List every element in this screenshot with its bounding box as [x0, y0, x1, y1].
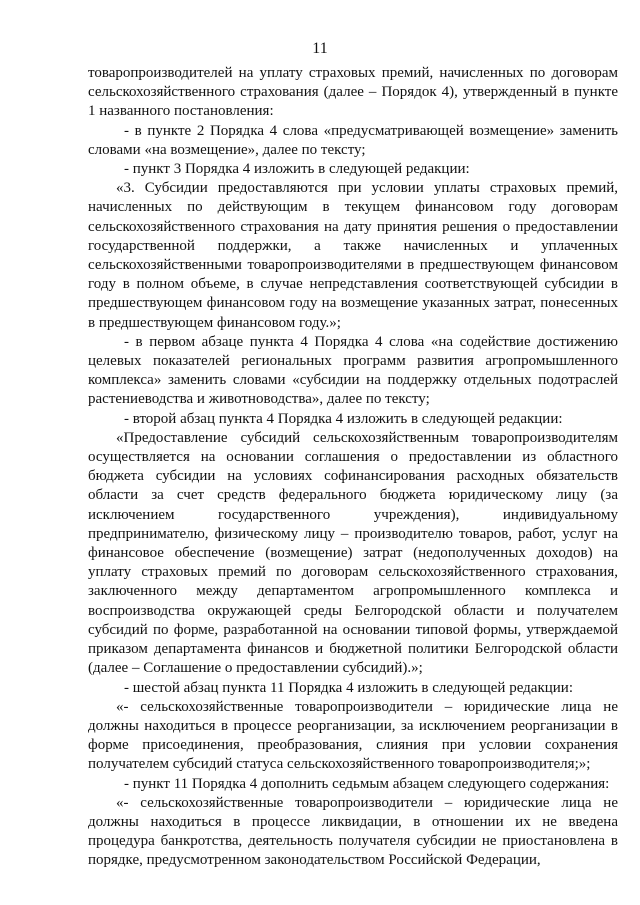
- paragraph-item-4-first: - в первом абзаце пункта 4 Порядка 4 слова «на содействие достижению целевых показателей региональных программ развития агропромышленного комплекса» заменить словами «субсидии на поддержку отдельных подотраслей растениеводства и животноводства», далее по тексту;: [88, 333, 618, 408]
- paragraph-item-3-heading: - пункт 3 Порядка 4 изложить в следующей редакции:: [124, 161, 470, 178]
- paragraph-quote-4: «Предоставление субсидий сельскохозяйственным товаропроизводителям осуществляется на основании соглашения о предоставлении из областного бюджета субсидии на условиях софинансирования расходных обязательств области за счет средств федерального бюджета юридическому лицу (за исключением государственного учреждения), индивидуальному предпринимателю, физическому лицу – производителю товаров, работ, услуг на финансовое обеспечение (возмещение) затрат (недополученных доходов) на уплату страховых премий по договорам сельскохозяйственного страхования, заключенного между департаментом агропромышленного комплекса и воспроизводства окружающей среды Белгородской области и получателем субсидий по форме, разработанной на основании типовой формы, утверждаемой приказом департамента финансов и бюджетной политики Белгородской области (далее – Соглашение о предоставлении субсидий).»;: [88, 429, 618, 677]
- paragraph-quote-11-seventh: «- сельскохозяйственные товаропроизводители – юридические лица не должны находиться в процессе ликвидации, в отношении их не введена процедура банкротства, деятельность получателя субсидии не приостановлена в порядке, предусмотренном законодательством Российской Федерации,: [88, 794, 618, 869]
- paragraph-item-11-sixth-heading: - шестой абзац пункта 11 Порядка 4 изложить в следующей редакции:: [124, 679, 573, 696]
- paragraph-quote-11-sixth: «- сельскохозяйственные товаропроизводители – юридические лица не должны находиться в процессе реорганизации, за исключением реорганизации в форме присоединения, преобразования, слияния при условии сохранения получателем субсидий статуса сельскохозяйственного товаропроизводителя;»;: [88, 698, 618, 773]
- paragraph-item-11-seventh-heading: - пункт 11 Порядка 4 дополнить седьмым абзацем следующего содержания:: [124, 775, 610, 792]
- document-body: [88, 64, 618, 871]
- page-number: 11: [312, 40, 328, 57]
- paragraph-item-2: - в пункте 2 Порядка 4 слова «предусматривающей возмещение» заменить словами «на возмещение», далее по тексту;: [88, 122, 618, 158]
- paragraph-intro: товаропроизводителей на уплату страховых премий, начисленных по договорам сельскохозяйственного страхования (далее – Порядок 4), утвержденный в пункте 1 названного постановления:: [88, 65, 618, 120]
- paragraph-item-4-second-heading: - второй абзац пункта 4 Порядка 4 изложить в следующей редакции:: [124, 410, 563, 427]
- paragraph-quote-3: «3. Субсидии предоставляются при условии уплаты страховых премий, начисленных по действующим в текущем финансовом году договорам сельскохозяйственного страхования на дату принятия решения о предоставлении государственной поддержки, а также начисленных и уплаченных сельскохозяйственными товаропроизводителями в предшествующем финансовом году в полном объеме, в случае непредставления соответствующей субсидии в предшествующем финансовом году на возмещение указанных затрат, понесенных в предшествующем финансовом году.»;: [88, 180, 618, 331]
